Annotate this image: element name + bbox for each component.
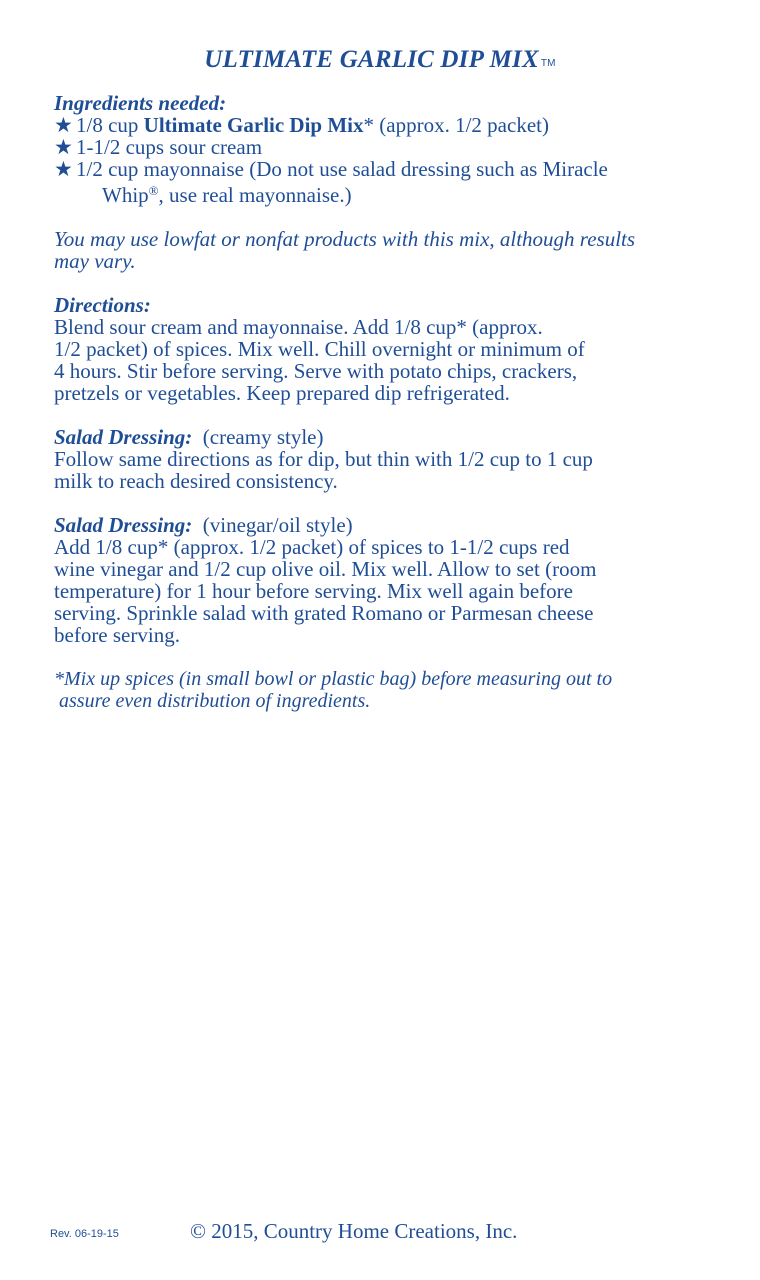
note-line: may vary.	[54, 249, 136, 273]
footnote	[54, 668, 734, 712]
star-icon: ★	[54, 135, 73, 159]
ingredient-note: * (approx. 1/2 packet)	[363, 113, 549, 137]
copyright-text: © 2015, Country Home Creations, Inc.	[190, 1219, 518, 1243]
ingredient-text: 1-1/2 cups sour cream	[76, 135, 263, 159]
ingredients-section	[54, 92, 734, 206]
recipe-content	[54, 92, 734, 734]
star-icon: ★	[54, 113, 73, 137]
ingredient-product-name: Ultimate Garlic Dip Mix	[143, 113, 364, 137]
ingredient-item	[54, 158, 734, 180]
salad-dressing-creamy-section	[54, 426, 734, 492]
salad-vinegar-line: Add 1/8 cup* (approx. 1/2 packet) of spices to 1-1/2 cups red	[54, 535, 570, 559]
salad-dressing-vinegar-section	[54, 514, 734, 646]
salad-vinegar-line: temperature) for 1 hour before serving. Mix well again before	[54, 579, 573, 603]
footnote-line: *Mix up spices (in small bowl or plastic bag) before measuring out to	[54, 668, 613, 690]
ingredient-quantity: 1/8 cup	[76, 113, 144, 137]
directions-heading: Directions:	[54, 293, 151, 317]
ingredient-text: 1/2 cup mayonnaise (Do not use salad dressing such as Miracle	[76, 157, 608, 181]
salad-vinegar-heading-row	[54, 514, 734, 536]
ingredient-text-cont: Whip	[102, 183, 149, 207]
salad-creamy-heading-row	[54, 426, 734, 448]
salad-vinegar-line: before serving.	[54, 623, 180, 647]
directions-line: 1/2 packet) of spices. Mix well. Chill overnight or minimum of	[54, 337, 585, 361]
directions-section	[54, 294, 734, 404]
title-text: ULTIMATE GARLIC DIP MIX	[204, 46, 539, 73]
ingredient-item	[54, 114, 734, 136]
ingredients-heading: Ingredients needed:	[54, 91, 227, 115]
salad-creamy-heading: Salad Dressing:	[54, 425, 193, 449]
note-line: You may use lowfat or nonfat products with this mix, although results	[54, 227, 636, 251]
directions-line: 4 hours. Stir before serving. Serve with potato chips, crackers,	[54, 359, 578, 383]
revision-label: Rev. 06-19-15	[50, 1228, 119, 1240]
salad-creamy-line: milk to reach desired consistency.	[54, 469, 338, 493]
salad-vinegar-line: wine vinegar and 1/2 cup olive oil. Mix well. Allow to set (room	[54, 557, 597, 581]
salad-creamy-line: Follow same directions as for dip, but thin with 1/2 cup to 1 cup	[54, 447, 593, 471]
registered-mark: ®	[148, 183, 159, 198]
salad-creamy-style: (creamy style)	[202, 425, 324, 449]
salad-vinegar-heading: Salad Dressing:	[54, 513, 193, 537]
salad-vinegar-style: (vinegar/oil style)	[202, 513, 353, 537]
directions-line: Blend sour cream and mayonnaise. Add 1/8 cup* (approx.	[54, 315, 543, 339]
salad-vinegar-line: serving. Sprinkle salad with grated Romano or Parmesan cheese	[54, 601, 594, 625]
star-icon: ★	[54, 157, 73, 181]
directions-line: pretzels or vegetables. Keep prepared dip refrigerated.	[54, 381, 510, 405]
lowfat-note	[54, 228, 734, 272]
ingredient-item	[54, 136, 734, 158]
trademark-mark: TM	[540, 58, 556, 69]
ingredient-text-cont-end: , use real mayonnaise.)	[158, 183, 352, 207]
page-title	[0, 46, 760, 74]
ingredient-continuation	[54, 180, 734, 206]
footnote-line: assure even distribution of ingredients.	[54, 690, 371, 712]
